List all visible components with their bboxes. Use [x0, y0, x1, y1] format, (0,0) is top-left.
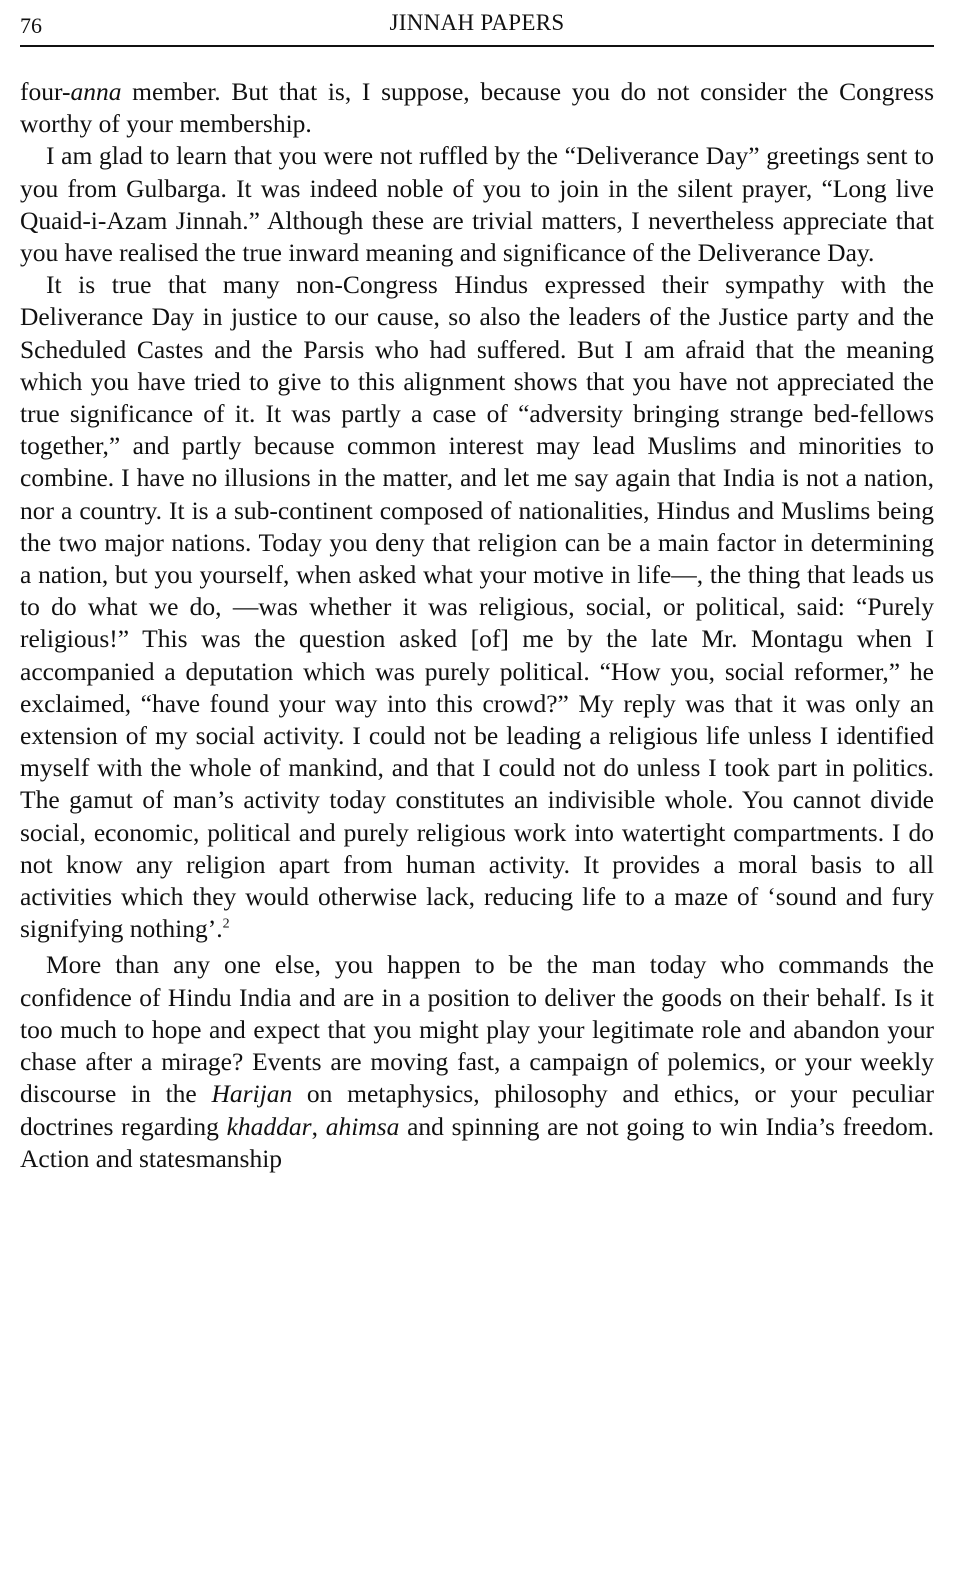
text-run: member. But that is, I suppose, because you do not consider the Congress worthy of your membership. — [20, 77, 934, 139]
italic-term-anna: anna — [70, 77, 122, 106]
text-run: It is true that many non-Congress Hindus expressed their sympathy with the Deliverance Day in justice to our cause, so also the leaders of the Justice party and the Scheduled Castes and the Parsis who had suffered. But I am afraid that the meaning which you have tried to give to this alignment shows that you have not appreciated the true significance of it. It was partly a case of “adversity bringing strange bed-fellows together,” and partly because common interest may lead Muslims and minorities to combine. I have no illusions in the matter, and let me say again that India is not a nation, nor a country. It is a sub-continent composed of nationalities, Hindus and Muslims being the two major nations. Today you deny that religion can be a main factor in determining a nation, but you yourself, when asked what your motive in life—, the thing that leads us to do what we do, —was whether it was religious, social, or political, said: “Purely religious!” This was the question asked [of] me by the late Mr. Montagu when I accompanied a deputation which was purely political. “How you, social reformer,” he exclaimed, “have found your way into this crowd?” My reply was that it was only an extension of my social activity. I could not be leading a religious life unless I identified myself with the whole of mankind, and that I could not do unless I took part in politics. The gamut of man’s activity today constitutes an indivisible whole. You cannot divide social, economic, political and purely religious work into watertight compartments. I do not know any religion apart from human activity. It provides a moral basis to all activities which they would otherwise lack, reducing life to a maze of ‘sound and fury signifying nothing’. — [20, 270, 934, 944]
footnote-reference: 2 — [222, 916, 230, 932]
paragraph-3 — [20, 269, 934, 945]
text-run: I am glad to learn that you were not ruffled by the “Deliverance Day” greetings sent to you from Gulbarga. It was indeed noble of you to join in the silent prayer, “Long live Quaid-i-Azam Jinnah.” Although these are trivial matters, I nevertheless appreciate that you have realised the true inward meaning and significance of the Deliverance Day. — [20, 141, 934, 268]
book-page — [20, 0, 934, 1595]
running-title: JINNAH PAPERS — [389, 10, 565, 35]
italic-term-harijan: Harijan — [211, 1079, 293, 1109]
running-head — [20, 0, 934, 42]
text-run: four- — [20, 77, 71, 106]
italic-term-khaddar: khaddar — [226, 1111, 312, 1141]
text-run: on metaphysics, philosophy and ethics, or your peculiar doctrines regarding — [20, 1079, 934, 1141]
italic-term-ahimsa: ahimsa — [325, 1111, 400, 1141]
header-rule — [20, 45, 934, 47]
text-run: and spinning are not going to win India’s freedom. Action and statesmanship — [20, 1111, 935, 1173]
paragraph-4 — [20, 949, 934, 1174]
body-text — [20, 76, 934, 1175]
text-run: , — [311, 1111, 326, 1141]
text-run: More than any one else, you happen to be the man today who commands the confidence of Hindu India and are in a position to deliver the goods on their behalf. Is it too much to hope and expect that you might play your legitimate role and abandon your chase after a mirage? Events are moving fast, a campaign of polemics, or your weekly discourse in the — [20, 950, 934, 1109]
paragraph-1 — [20, 76, 934, 140]
paragraph-2 — [20, 140, 934, 269]
page-number: 76 — [20, 13, 42, 38]
